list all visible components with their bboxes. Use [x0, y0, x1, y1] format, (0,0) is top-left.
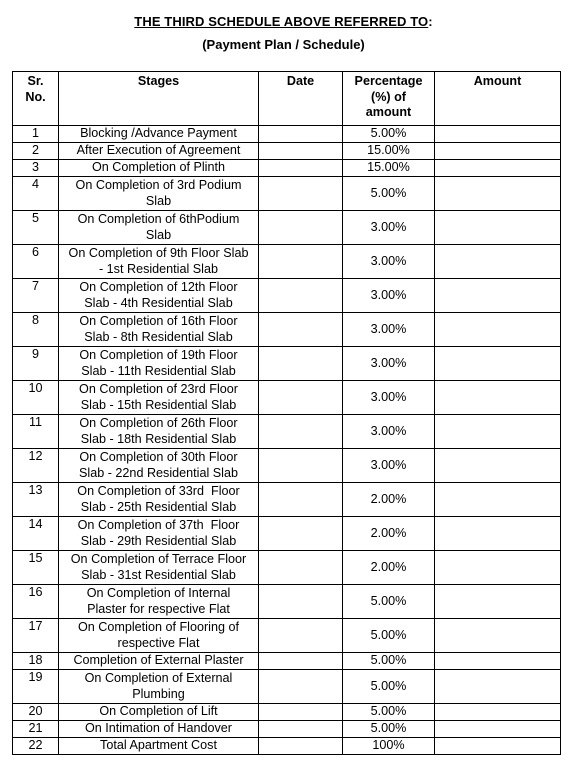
- stage-line: On Completion of 26th Floor: [79, 416, 238, 430]
- cell-date: [259, 126, 343, 143]
- payment-schedule-table: [12, 71, 561, 755]
- cell-percentage: 2.00%: [343, 483, 435, 517]
- stage-line: Plaster for respective Flat: [87, 601, 230, 616]
- table-row: [13, 738, 561, 755]
- stage-line: On Completion of Flooring of: [77, 620, 239, 634]
- cell-percentage: 5.00%: [343, 721, 435, 738]
- cell-percentage: 5.00%: [343, 177, 435, 211]
- cell-amount: [435, 670, 561, 704]
- stage-line: Slab - 15th Residential Slab: [80, 397, 237, 412]
- cell-amount: [435, 160, 561, 177]
- cell-percentage: 3.00%: [343, 449, 435, 483]
- cell-percentage: 2.00%: [343, 517, 435, 551]
- cell-date: [259, 347, 343, 381]
- cell-amount: [435, 126, 561, 143]
- cell-date: [259, 160, 343, 177]
- stage-line: On Completion of 12th Floor: [79, 280, 238, 294]
- cell-stage: [59, 738, 259, 755]
- cell-sr-no: 2: [13, 143, 59, 160]
- cell-amount: [435, 738, 561, 755]
- cell-sr-no: 19: [13, 670, 59, 704]
- stage-line: On Completion of Plinth: [91, 160, 225, 175]
- cell-date: [259, 177, 343, 211]
- cell-date: [259, 551, 343, 585]
- cell-date: [259, 721, 343, 738]
- cell-sr-no: 18: [13, 653, 59, 670]
- cell-date: [259, 653, 343, 670]
- cell-percentage: 5.00%: [343, 670, 435, 704]
- stage-line: On Completion of External: [84, 671, 233, 685]
- stage-line: Slab - 29th Residential Slab: [80, 533, 237, 548]
- cell-sr-no: 5: [13, 211, 59, 245]
- cell-sr-no: 13: [13, 483, 59, 517]
- cell-sr-no: 4: [13, 177, 59, 211]
- table-row: [13, 619, 561, 653]
- cell-amount: [435, 381, 561, 415]
- cell-percentage: 5.00%: [343, 653, 435, 670]
- stage-line: After Execution of Agreement: [76, 143, 241, 158]
- table-row: [13, 381, 561, 415]
- table-row: [13, 143, 561, 160]
- cell-sr-no: 16: [13, 585, 59, 619]
- stage-line: On Completion of 33rd Floor: [77, 484, 240, 498]
- stage-line: On Completion of Lift: [99, 704, 218, 719]
- cell-stage: [59, 279, 259, 313]
- cell-amount: [435, 279, 561, 313]
- cell-percentage: 5.00%: [343, 704, 435, 721]
- cell-date: [259, 738, 343, 755]
- cell-percentage: 5.00%: [343, 126, 435, 143]
- cell-amount: [435, 653, 561, 670]
- cell-stage: [59, 245, 259, 279]
- table-row: [13, 517, 561, 551]
- cell-stage: [59, 517, 259, 551]
- table-row: [13, 721, 561, 738]
- cell-date: [259, 619, 343, 653]
- cell-stage: [59, 721, 259, 738]
- cell-stage: [59, 704, 259, 721]
- header-percentage: Percentage (%) of amount: [343, 72, 435, 126]
- stage-line: On Completion of 30th Floor: [79, 450, 238, 464]
- stage-line: On Completion of 37th Floor: [77, 518, 240, 532]
- cell-stage: [59, 177, 259, 211]
- cell-sr-no: 10: [13, 381, 59, 415]
- cell-date: [259, 670, 343, 704]
- table-header-row: [13, 72, 561, 126]
- cell-stage: [59, 670, 259, 704]
- cell-percentage: 5.00%: [343, 585, 435, 619]
- stage-line: Total Apartment Cost: [100, 738, 217, 753]
- table-row: [13, 483, 561, 517]
- stage-line: - 1st Residential Slab: [98, 261, 218, 276]
- cell-date: [259, 381, 343, 415]
- table-row: [13, 704, 561, 721]
- cell-amount: [435, 415, 561, 449]
- cell-sr-no: 6: [13, 245, 59, 279]
- cell-amount: [435, 551, 561, 585]
- header-amount: Amount: [435, 72, 561, 126]
- cell-sr-no: 14: [13, 517, 59, 551]
- cell-stage: [59, 126, 259, 143]
- cell-percentage: 3.00%: [343, 415, 435, 449]
- title-text: THE THIRD SCHEDULE ABOVE REFERRED TO: [134, 14, 429, 29]
- cell-stage: [59, 653, 259, 670]
- cell-date: [259, 211, 343, 245]
- cell-date: [259, 704, 343, 721]
- stage-line: Completion of External Plaster: [73, 653, 244, 668]
- cell-amount: [435, 517, 561, 551]
- table-row: [13, 347, 561, 381]
- cell-sr-no: 21: [13, 721, 59, 738]
- table-row: [13, 670, 561, 704]
- header-sr-no: Sr. No.: [13, 72, 59, 126]
- stage-line: Slab - 8th Residential Slab: [84, 329, 233, 344]
- cell-stage: [59, 483, 259, 517]
- table-row: [13, 177, 561, 211]
- table-row: [13, 415, 561, 449]
- stage-line: On Completion of 3rd Podium: [75, 178, 242, 192]
- cell-sr-no: 8: [13, 313, 59, 347]
- stage-line: On Intimation of Handover: [84, 721, 232, 736]
- cell-amount: [435, 483, 561, 517]
- cell-stage: [59, 449, 259, 483]
- cell-percentage: 3.00%: [343, 347, 435, 381]
- cell-date: [259, 143, 343, 160]
- stage-line: Plumbing: [132, 686, 185, 701]
- stage-line: Slab - 18th Residential Slab: [80, 431, 237, 446]
- header-stages: Stages: [59, 72, 259, 126]
- cell-sr-no: 9: [13, 347, 59, 381]
- cell-stage: [59, 415, 259, 449]
- schedule-subtitle: (Payment Plan / Schedule): [202, 37, 365, 52]
- stage-line: Slab - 31st Residential Slab: [81, 567, 236, 582]
- cell-amount: [435, 585, 561, 619]
- cell-amount: [435, 347, 561, 381]
- stage-line: Slab: [145, 227, 172, 242]
- table-body: [13, 126, 561, 755]
- table-row: [13, 160, 561, 177]
- cell-stage: [59, 619, 259, 653]
- cell-amount: [435, 704, 561, 721]
- table-row: [13, 551, 561, 585]
- cell-percentage: 3.00%: [343, 211, 435, 245]
- cell-percentage: 3.00%: [343, 279, 435, 313]
- cell-stage: [59, 211, 259, 245]
- cell-sr-no: 15: [13, 551, 59, 585]
- cell-stage: [59, 143, 259, 160]
- stage-line: On Completion of 19th Floor: [79, 348, 238, 362]
- table-row: [13, 245, 561, 279]
- table-row: [13, 211, 561, 245]
- cell-percentage: 3.00%: [343, 245, 435, 279]
- cell-stage: [59, 160, 259, 177]
- stage-line: Slab: [145, 193, 172, 208]
- cell-sr-no: 11: [13, 415, 59, 449]
- cell-amount: [435, 211, 561, 245]
- cell-date: [259, 313, 343, 347]
- cell-stage: [59, 585, 259, 619]
- cell-stage: [59, 551, 259, 585]
- stage-line: Slab - 4th Residential Slab: [84, 295, 233, 310]
- cell-amount: [435, 619, 561, 653]
- cell-sr-no: 3: [13, 160, 59, 177]
- cell-amount: [435, 245, 561, 279]
- table-row: [13, 313, 561, 347]
- cell-date: [259, 279, 343, 313]
- cell-sr-no: 1: [13, 126, 59, 143]
- cell-sr-no: 22: [13, 738, 59, 755]
- cell-date: [259, 245, 343, 279]
- cell-sr-no: 20: [13, 704, 59, 721]
- cell-percentage: 100%: [343, 738, 435, 755]
- cell-sr-no: 12: [13, 449, 59, 483]
- stage-line: On Completion of 16th Floor: [79, 314, 238, 328]
- table-row: [13, 279, 561, 313]
- stage-line: Slab - 11th Residential Slab: [81, 363, 236, 378]
- cell-date: [259, 449, 343, 483]
- cell-percentage: 3.00%: [343, 381, 435, 415]
- table-row: [13, 653, 561, 670]
- cell-stage: [59, 313, 259, 347]
- stage-line: On Completion of 6thPodium: [77, 212, 240, 226]
- cell-percentage: 2.00%: [343, 551, 435, 585]
- cell-amount: [435, 313, 561, 347]
- cell-date: [259, 483, 343, 517]
- header-date: Date: [259, 72, 343, 126]
- stage-line: On Completion of Terrace Floor: [70, 552, 247, 566]
- cell-percentage: 5.00%: [343, 619, 435, 653]
- cell-amount: [435, 721, 561, 738]
- schedule-title: [0, 14, 567, 29]
- stage-line: respective Flat: [117, 635, 200, 650]
- cell-percentage: 15.00%: [343, 160, 435, 177]
- stage-line: Blocking /Advance Payment: [80, 126, 237, 141]
- cell-stage: [59, 347, 259, 381]
- stage-line: On Completion of 9th Floor Slab: [68, 246, 249, 260]
- table-row: [13, 585, 561, 619]
- title-colon: :: [428, 14, 433, 29]
- cell-sr-no: 7: [13, 279, 59, 313]
- table-row: [13, 126, 561, 143]
- cell-percentage: 15.00%: [343, 143, 435, 160]
- cell-amount: [435, 143, 561, 160]
- stage-line: Slab - 22nd Residential Slab: [79, 465, 238, 480]
- table-row: [13, 449, 561, 483]
- stage-line: Slab - 25th Residential Slab: [80, 499, 237, 514]
- stage-line: On Completion of 23rd Floor: [79, 382, 238, 396]
- cell-sr-no: 17: [13, 619, 59, 653]
- cell-date: [259, 585, 343, 619]
- cell-stage: [59, 381, 259, 415]
- cell-amount: [435, 177, 561, 211]
- cell-percentage: 3.00%: [343, 313, 435, 347]
- cell-date: [259, 415, 343, 449]
- stage-line: On Completion of Internal: [86, 586, 231, 600]
- cell-amount: [435, 449, 561, 483]
- cell-date: [259, 517, 343, 551]
